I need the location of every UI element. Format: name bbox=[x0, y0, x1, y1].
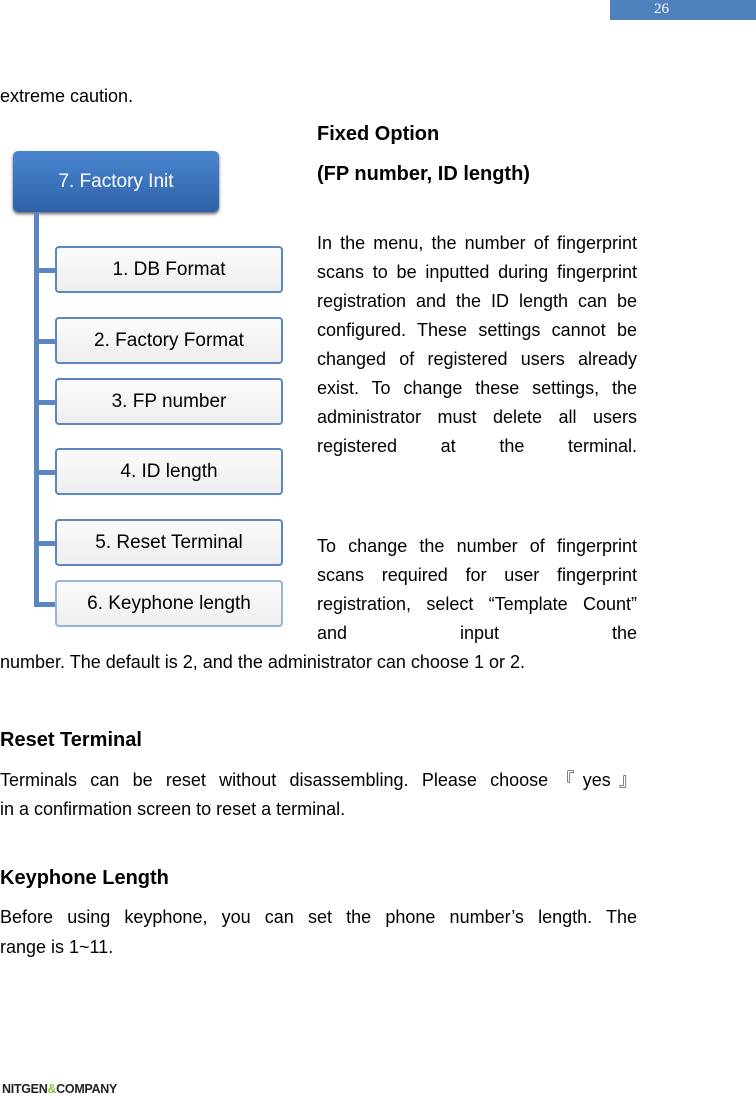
fixed-option-para2: To change the number of fingerprint scans required for user fingerprint registration, select “Template Count” and input the bbox=[317, 536, 637, 643]
page-number-tab bbox=[610, 0, 756, 20]
keyphone-line2: range is 1~11. bbox=[0, 937, 114, 957]
intro-text: extreme caution. bbox=[0, 86, 134, 106]
diagram-item: 3. FP number bbox=[55, 378, 283, 425]
reset-line1: Terminals can be reset without disassembling. Please choose『yes』 bbox=[0, 770, 637, 790]
diagram-item: 1. DB Format bbox=[55, 246, 283, 293]
fixed-option-para2-end: number. The default is 2, and the administrator can choose 1 or 2. bbox=[0, 652, 525, 672]
diagram-branch bbox=[34, 400, 56, 405]
diagram-branch bbox=[34, 541, 56, 546]
fixed-option-para1: In the menu, the number of fingerprint scans to be inputted during fingerprint registration and the ID length can be configured. These settings cannot be changed of registered users already exist. To change these settings, the administrator must delete all users registered at the terminal. bbox=[317, 233, 637, 456]
reset-line2: in a confirmation screen to reset a terminal. bbox=[0, 799, 346, 819]
diagram-branch bbox=[34, 470, 56, 475]
factory-init-diagram bbox=[0, 140, 300, 640]
reset-title: Reset Terminal bbox=[0, 729, 142, 751]
diagram-branch bbox=[34, 602, 56, 607]
diagram-branch bbox=[34, 268, 56, 273]
fixed-option-subtitle: (FP number, ID length) bbox=[317, 163, 530, 185]
keyphone-title: Keyphone Length bbox=[0, 867, 169, 889]
diagram-branch bbox=[34, 339, 56, 344]
diagram-item: 6. Keyphone length bbox=[55, 580, 283, 627]
keyphone-line1: Before using keyphone, you can set the phone number’s length. The bbox=[0, 907, 637, 927]
nitgen-logo: NITGEN&COMPANY bbox=[2, 1082, 118, 1096]
diagram-item: 4. ID length bbox=[55, 448, 283, 495]
diagram-item: 5. Reset Terminal bbox=[55, 519, 283, 566]
fixed-option-title: Fixed Option bbox=[317, 123, 440, 145]
page-number: 26 bbox=[654, 1, 669, 17]
diagram-item: 2. Factory Format bbox=[55, 317, 283, 364]
diagram-root: 7. Factory Init bbox=[13, 151, 219, 212]
